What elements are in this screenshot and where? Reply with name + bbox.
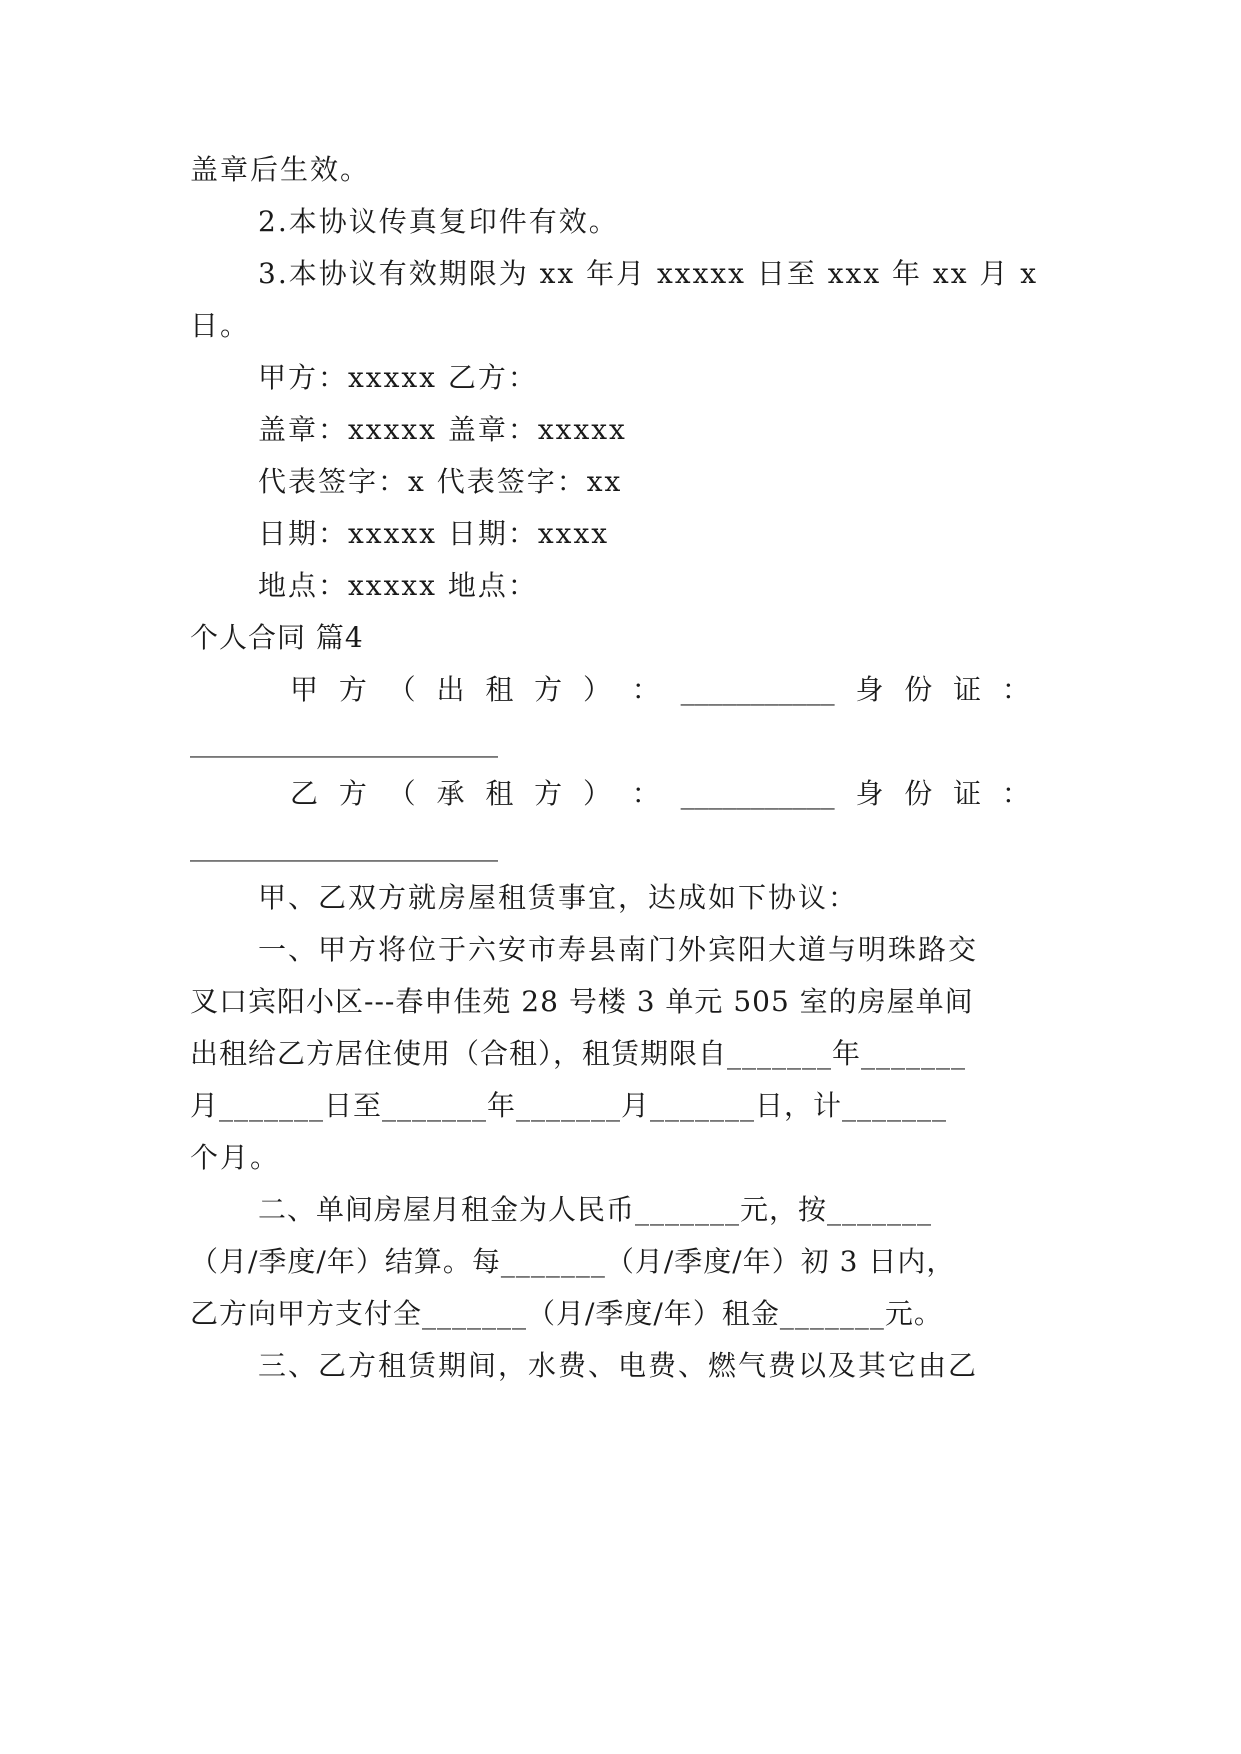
text-line: 2.本协议传真复印件有效。 bbox=[258, 205, 619, 238]
party-b-char: 证 bbox=[953, 777, 982, 810]
party-a-char: 方 bbox=[534, 673, 563, 706]
paragraph-line: 乙方向甲方支付全_______（月/季度/年）租金_______元。 bbox=[190, 1297, 943, 1330]
party-b-char: 方 bbox=[534, 777, 563, 810]
paragraph-line: 一、甲方将位于六安市寿县南门外宾阳大道与明珠路交 bbox=[258, 933, 979, 966]
party-a-char: 出 bbox=[436, 673, 465, 706]
party-b-char: 承 bbox=[436, 777, 465, 810]
party-b-name-blank: ___________ bbox=[680, 777, 835, 810]
signature-line: 甲方：xxxxx 乙方： bbox=[258, 361, 538, 394]
party-a-char: 份 bbox=[904, 673, 933, 706]
party-b-char: 租 bbox=[485, 777, 514, 810]
paragraph-line: 叉口宾阳小区---春申佳苑 28 号楼 3 单元 505 室的房屋单间 bbox=[190, 985, 974, 1018]
party-b-char: （ bbox=[387, 777, 416, 810]
signature-line: 代表签字：x 代表签字：xx bbox=[258, 465, 623, 498]
party-a-char: ） bbox=[582, 673, 611, 706]
signature-line: 日期：xxxxx 日期：xxxx bbox=[258, 517, 610, 550]
section-heading: 个人合同 篇4 bbox=[190, 621, 364, 654]
paragraph-line: 甲、乙双方就房屋租赁事宜，达成如下协议： bbox=[258, 881, 859, 914]
paragraph-line: 出租给乙方居住使用（合租），租赁期限自_______年_______ bbox=[190, 1037, 967, 1070]
party-a-char: ： bbox=[1001, 673, 1030, 706]
paragraph-line: 月_______日至_______年_______月_______日，计_______ bbox=[190, 1089, 948, 1122]
party-b-char: 方 bbox=[338, 777, 367, 810]
party-a-char: 甲 bbox=[290, 673, 319, 706]
party-a-id-blank: ______________________ bbox=[190, 725, 498, 758]
signature-line: 盖章：xxxxx 盖章：xxxxx bbox=[258, 413, 627, 446]
party-b-char: ： bbox=[631, 777, 660, 810]
paragraph-line: （月/季度/年）结算。每_______（月/季度/年）初 3 日内， bbox=[190, 1245, 956, 1278]
party-a-line bbox=[290, 672, 1030, 708]
party-a-char: 方 bbox=[338, 673, 367, 706]
text-line: 盖章后生效。 bbox=[190, 153, 371, 186]
party-a-char: （ bbox=[387, 673, 416, 706]
paragraph-line: 三、乙方租赁期间，水费、电费、燃气费以及其它由乙 bbox=[258, 1349, 979, 1382]
signature-line: 地点：xxxxx 地点： bbox=[258, 569, 538, 602]
text-line: 日。 bbox=[190, 309, 251, 342]
text-line: 3.本协议有效期限为 xx 年月 xxxxx 日至 xxx 年 xx 月 x bbox=[258, 257, 1039, 290]
party-a-char: 证 bbox=[953, 673, 982, 706]
paragraph-line: 二、单间房屋月租金为人民币_______元，按_______ bbox=[258, 1193, 933, 1226]
party-b-line bbox=[290, 776, 1030, 812]
party-b-char: 份 bbox=[904, 777, 933, 810]
party-b-char: ） bbox=[582, 777, 611, 810]
party-a-char: 租 bbox=[485, 673, 514, 706]
party-a-char: 身 bbox=[855, 673, 884, 706]
party-b-id-blank: ______________________ bbox=[190, 829, 498, 862]
party-b-char: 乙 bbox=[290, 777, 319, 810]
party-b-char: ： bbox=[1001, 777, 1030, 810]
paragraph-line: 个月。 bbox=[190, 1141, 281, 1174]
party-a-name-blank: ___________ bbox=[680, 673, 835, 706]
party-b-char: 身 bbox=[855, 777, 884, 810]
party-a-char: ： bbox=[631, 673, 660, 706]
